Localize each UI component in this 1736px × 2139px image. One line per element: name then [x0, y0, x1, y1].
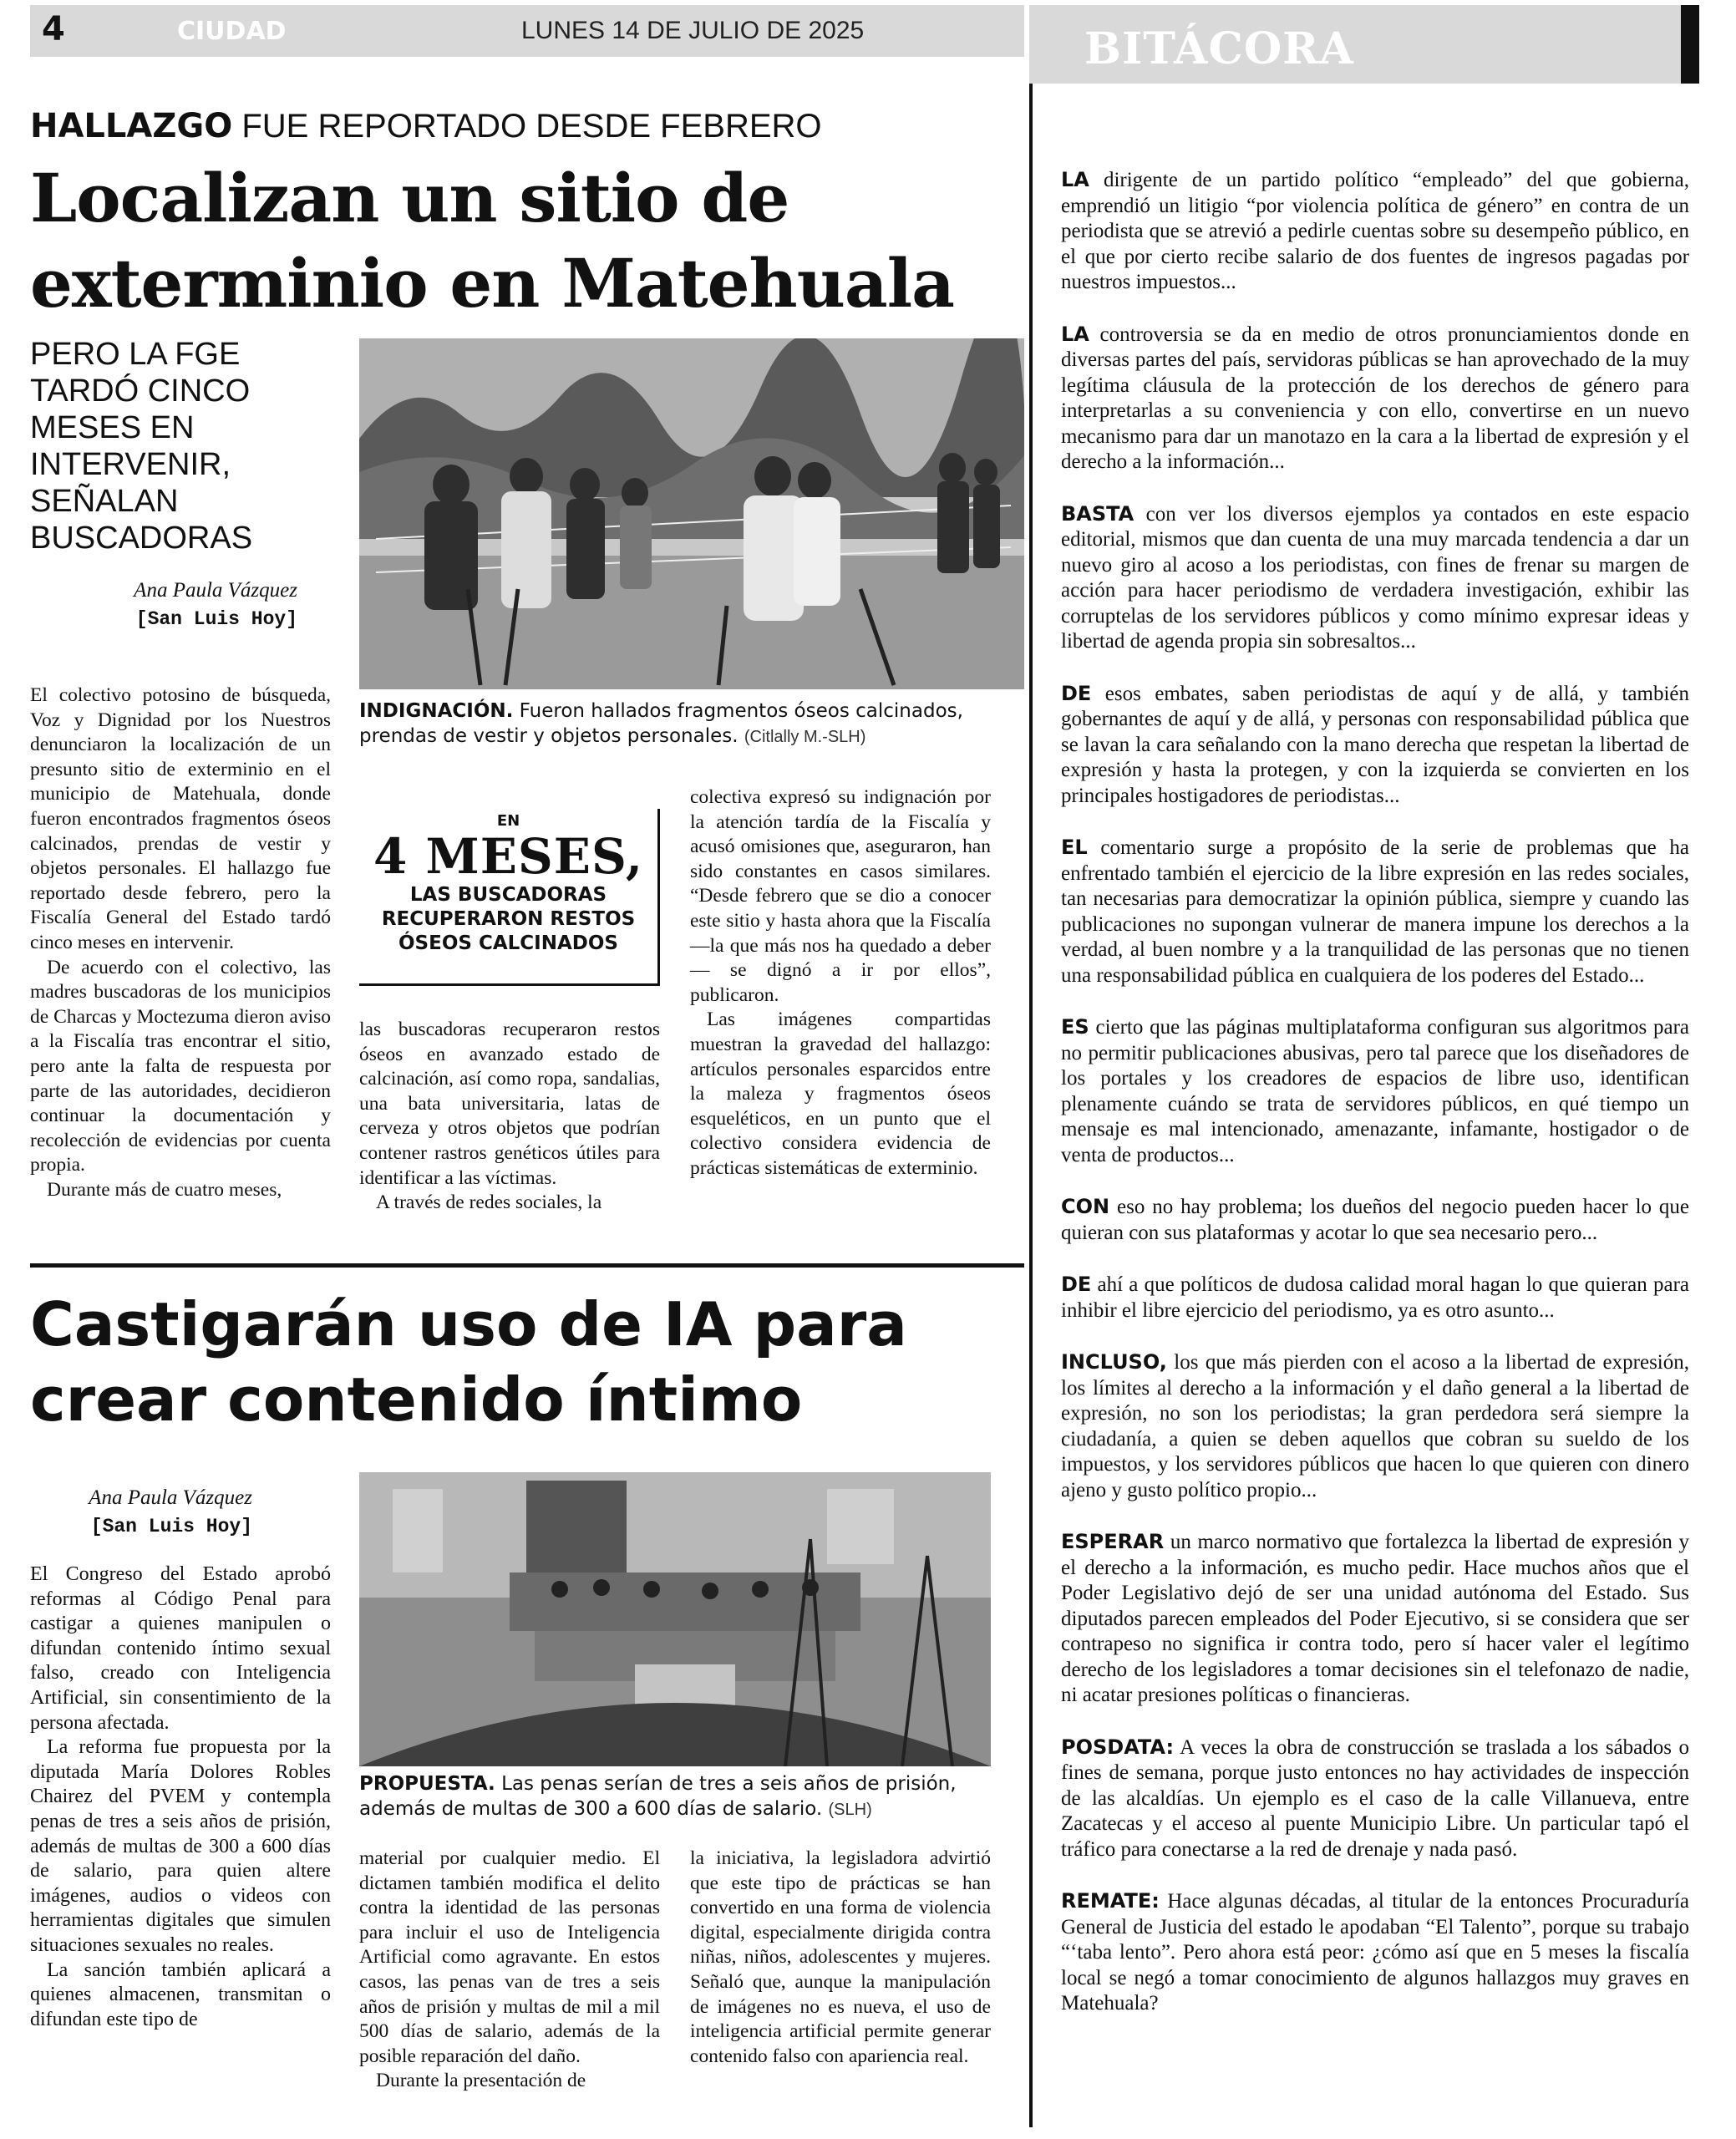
bitacora-paragraph [1061, 1014, 1689, 1168]
byline-outlet: [San Luis Hoy] [135, 608, 297, 630]
kicker-bold: HALLAZGO [30, 107, 233, 145]
caption-text: Las penas serían de tres a seis años de prisión, además de multas de 300 a 600 días de salario. [359, 1773, 957, 1820]
bitacora-column [1061, 167, 1689, 2043]
paragraph: De acuerdo con el colectivo, las madres buscadoras de los municipios de Charcas y Moctezuma dieron aviso a la Fiscalía tras encontrar el sitio, pero ante la falta de respuesta por parte de las autoridades, decidieron continuar la documentación y recolección de evidencias por cuenta propia. [30, 956, 331, 1176]
paragraph: La sanción también aplicará a quienes almacenen, transmitan o difundan este tipo de [30, 1959, 331, 2030]
paragraph-text: cierto que las páginas multiplataforma configuran sus algoritmos para no permitir publicaciones abusivas, pero tal parece que los diseñadores de los portales y los creadores de espacios de libre uso, identifican plenamente cuándo se trata de servidores públicos, en qué tiempo un mensaje es mal intencionado, amenazante, infamante, hostigador o de venta de productos... [1061, 1016, 1690, 1166]
lead-word: INCLUSO, [1061, 1350, 1167, 1374]
article1-kicker [30, 107, 822, 145]
lead-word: LA [1061, 322, 1089, 346]
bitacora-paragraph [1061, 1529, 1689, 1709]
bitacora-paragraph [1061, 1272, 1689, 1324]
article1-column-1 [30, 683, 331, 1202]
paragraph: A través de redes sociales, la [376, 1191, 602, 1214]
bitacora-paragraph [1061, 167, 1689, 296]
article1-deck: PERO LA FGE TARDÓ CINCO MESES EN INTERVENIR, SEÑALAN BUSCADORAS [30, 337, 253, 556]
bitacora-paragraph [1061, 1888, 1689, 2017]
paragraph: colectiva expresó su indignación por la atención tardía de la Fiscalía y acusó omisiones que, aseguraron, han sido constantes en casos similares. “Desde febrero que se dio a conocer este sitio y hasta ahora que la Fiscalía —la que más nos ha quedado a deber— se dignó a ir por ellos”, publicaron. [690, 786, 991, 1006]
paragraph-text: controversia se da en medio de otros pronunciamientos donde en diversas partes del país, servidoras públicas se han aprovechado de la muy legítima cláusula de la protección de los derechos de género para interpretarlas a su conveniencia y con ello, convertirse en un nuevo mecanismo para dar un manotazo en la cara a la libertad de expresión y el derecho a la información... [1061, 323, 1690, 473]
lead-word: ESPERAR [1061, 1530, 1165, 1553]
paragraph-text: con ver los diversos ejemplos ya contados en este espacio editorial, mismos que dan cuenta de una muy marcada tendencia a dar un nuevo giro al acoso a los periodistas, con fines de frenar su margen de acción para hacer periodismo de verdadera investigación, exhibir las corruptelas de los servidores públicos y como mínimo expresar ideas y libertad de agenda propia sin sobresaltos... [1061, 502, 1690, 653]
lead-word: LA [1061, 168, 1089, 191]
paragraph-text: ahí a que políticos de dudosa calidad moral hagan lo que quieran para inhibir el libre ejercicio del periodismo, ya es otro asunto... [1061, 1273, 1690, 1322]
page-header [30, 5, 1024, 57]
caption-label: PROPUESTA. [359, 1773, 495, 1795]
callout-pre: EN [496, 812, 520, 830]
lead-word: DE [1061, 681, 1092, 705]
article1-callout [359, 809, 660, 986]
bitacora-paragraph [1061, 322, 1689, 475]
header-bar [1681, 5, 1699, 84]
article2-column-3 [690, 1847, 991, 2069]
lead-word: ES [1061, 1015, 1089, 1039]
caption-credit: (Citlally M.-SLH) [744, 728, 866, 746]
article1-byline [30, 577, 297, 633]
issue-date: LUNES 14 DE JULIO DE 2025 [521, 17, 865, 44]
lead-word: BASTA [1061, 501, 1134, 526]
bitacora-paragraph [1061, 1735, 1689, 1863]
caption-credit: (SLH) [828, 1801, 872, 1819]
column-divider [1029, 84, 1033, 2127]
article2-column-1 [30, 1562, 331, 2032]
paragraph: El Congreso del Estado aprobó reformas al Código Penal para castigar a quienes manipulen o difundan contenido íntimo sexual falso, creado con Inteligencia Artificial, sin consentimiento de la persona afectada. [30, 1563, 331, 1734]
article2-column-2 [359, 1847, 660, 2094]
page-number: 4 [42, 10, 65, 48]
paragraph: material por cualquier medio. El dictamen también modifica el delito contra la identidad de las personas para incluir el uso de Inteligencia Artificial como agravante. En estos casos, las penas van de tres a seis años de prisión y multas de mil a mil 500 días de salario, además de la posible reparación del daño. [359, 1847, 660, 2067]
bitacora-paragraph [1061, 835, 1689, 988]
paragraph-text: los que más pierden con el acoso a la libertad de expresión, los límites al derecho a la información y el daño general a la libertad de expresión, no son los periodistas; la gran perdedora será siempre la ciudadanía, a quien se deben aquellos que cobran su sueldo de los impuestos, y los servidores públicos que hacen lo que quieren con dinero ajeno y gusto político propio... [1061, 1351, 1689, 1501]
callout-big: 4 MESES, [373, 828, 644, 885]
article1-column-2 [359, 1018, 660, 1216]
article2-headline: Castigarán uso de IA para crear contenido íntimo [30, 1289, 907, 1435]
lead-word: CON [1061, 1195, 1110, 1218]
caption-label: INDIGNACIÓN. [359, 700, 514, 722]
article2-photo-caption [359, 1771, 991, 1822]
paragraph: Las imágenes compartidas muestran la gravedad del hallazgo: artículos personales esparcidos entre la maleza y fragmentos óseos esqueléticos, en un punto que el colectivo considera evidencia de prácticas sistemáticas de exterminio. [690, 1009, 991, 1179]
byline-outlet: [San Luis Hoy] [90, 1516, 252, 1537]
paragraph-text: Hace algunas décadas, al titular de la entonces Procuraduría General de Justicia del estado le apodaban “El Talento”, porque su trabajo “‘taba lento”. Pero ahora está peor: ¿cómo así que en 5 meses la fiscalía local se negó a tomar conocimiento de algunos hallazgos muy graves en Matehuala? [1061, 1890, 1690, 2015]
article1-headline: Localizan un sitio de exterminio en Matehuala [30, 159, 954, 323]
congress-session-photo [359, 1472, 991, 1766]
bitacora-title: BITÁCORA [1084, 23, 1354, 74]
byline-name: Ana Paula Vázquez [89, 1486, 252, 1509]
byline-name: Ana Paula Vázquez [134, 579, 297, 602]
article2-byline [30, 1484, 252, 1541]
lead-word: DE [1061, 1273, 1092, 1296]
search-site-photo [359, 338, 1024, 689]
paragraph-text: comentario surge a propósito de la serie de problemas que ha enfrentado también el ejercicio de la libre expresión en las redes sociales, tan necesarias para democratizar la opinión pública, siempre y cuando las publicaciones no supongan vulnerar de manera impune los derechos a la verdad, al buen nombre y a la tranquilidad de las personas que no tienen una responsabilidad pública en cualquiera de los poderes del Estado... [1061, 836, 1689, 987]
kicker-rest: FUE REPORTADO DESDE FEBRERO [241, 108, 822, 145]
lead-word: EL [1061, 836, 1088, 859]
article1-column-3 [690, 785, 991, 1181]
paragraph: Durante la presentación de [376, 2070, 586, 2092]
paragraph: La reforma fue propuesta por la diputada María Dolores Robles Chairez del PVEM y contempla penas de tres a seis años de prisión, además de multas de 300 a 600 días de salario, para quien altere imágenes, audios o videos con herramientas digitales que simulen situaciones sexuales no reales. [30, 1736, 331, 1956]
callout-text: LAS BUSCADORAS RECUPERARON RESTOS ÓSEOS CALCINADOS [381, 884, 636, 954]
paragraph-text: esos embates, saben periodistas de aquí y de allá, y también gobernantes de aquí y de allá, y personas con responsabilidad pública que se lavan la cara señalando con la mano derecha que respetan la libertad de expresión y hasta la protegen, y con la izquierda se convierten en los principales hostigadores de periodistas... [1061, 682, 1690, 807]
paragraph-text: eso no hay problema; los dueños del negocio pueden hacer lo que quieran con sus plataformas y acotar lo que sea necesario pero... [1061, 1196, 1690, 1244]
paragraph-text: A veces la obra de construcción se traslada a los sábados o fines de semana, porque justo entonces no hay actividades de inspección de las alcaldías. Un ejemplo es el caso de la calle Villanueva, entre Zacatecas y el acceso al puente Municipio Libre. Un particular tapó el tráfico para conectarse a la red de drenaje y nada pasó. [1061, 1735, 1689, 1861]
bitacora-header [1029, 5, 1699, 84]
article1-photo-caption [359, 699, 1024, 749]
caption-text: Fueron hallados fragmentos óseos calcinados, prendas de vestir y objetos personales. [359, 700, 963, 747]
bitacora-paragraph [1061, 1349, 1689, 1503]
bitacora-paragraph [1061, 681, 1689, 810]
article2-photo [359, 1472, 991, 1766]
paragraph: El colectivo potosino de búsqueda, Voz y Dignidad por los Nuestros denunciaron la localización de un presunto sitio de exterminio en el municipio de Matehuala, donde fueron encontrados fragmentos óseos calcinados, prendas de vestir y objetos personales. El hallazgo fue reportado desde febrero, pero la Fiscalía General del Estado tardó cinco meses en intervenir. [30, 684, 331, 953]
bitacora-paragraph [1061, 1194, 1689, 1246]
lead-word: REMATE: [1061, 1889, 1160, 1913]
lead-word: POSDATA: [1061, 1735, 1175, 1759]
paragraph-text: un marco normativo que fortalezca la libertad de expresión y el derecho a la información, es mucho pedir. Hace muchos años que el Poder Legislativo dejó de ser una unidad autónoma del Estado. Sus diputados parecen empleados del Poder Ejecutivo, si se considera que ser contrapeso no significa ir contra todo, pero sí hacer valer el legítimo derecho de los legisladores a tomar decisiones sin el telefonazo de nadie, ni acatar presiones políticas o financieras. [1061, 1531, 1690, 1706]
article-divider [30, 1263, 1024, 1268]
article1-photo [359, 338, 1024, 689]
paragraph: la iniciativa, la legisladora advirtió que este tipo de prácticas se han convertido en una forma de violencia digital, especialmente dirigida contra niñas, niños, adolescentes y mujeres. Señaló que, aunque la manipulación de imágenes no es nueva, el uso de inteligencia artificial permite generar contenido falso con apariencia real. [690, 1847, 991, 2067]
paragraph: las buscadoras recuperaron restos óseos en avanzado estado de calcinación, así como ropa, sandalias, una bata universitaria, latas de cerveza y otros objetos que podrían contener rastros genéticos útiles para identificar a las víctimas. [359, 1019, 660, 1189]
paragraph-text: dirigente de un partido político “empleado” del que gobierna, emprendió un litigio “por violencia política de género” en contra de un periodista que se atrevió a pedirle cuentas sobre su desempeño público, en el que por cierto recibe salario de dos fuentes de ingresos pagadas por nuestros impuestos... [1061, 169, 1690, 293]
bitacora-paragraph [1061, 501, 1689, 655]
section-name: CIUDAD [177, 17, 287, 46]
paragraph: Durante más de cuatro meses, [47, 1178, 282, 1201]
